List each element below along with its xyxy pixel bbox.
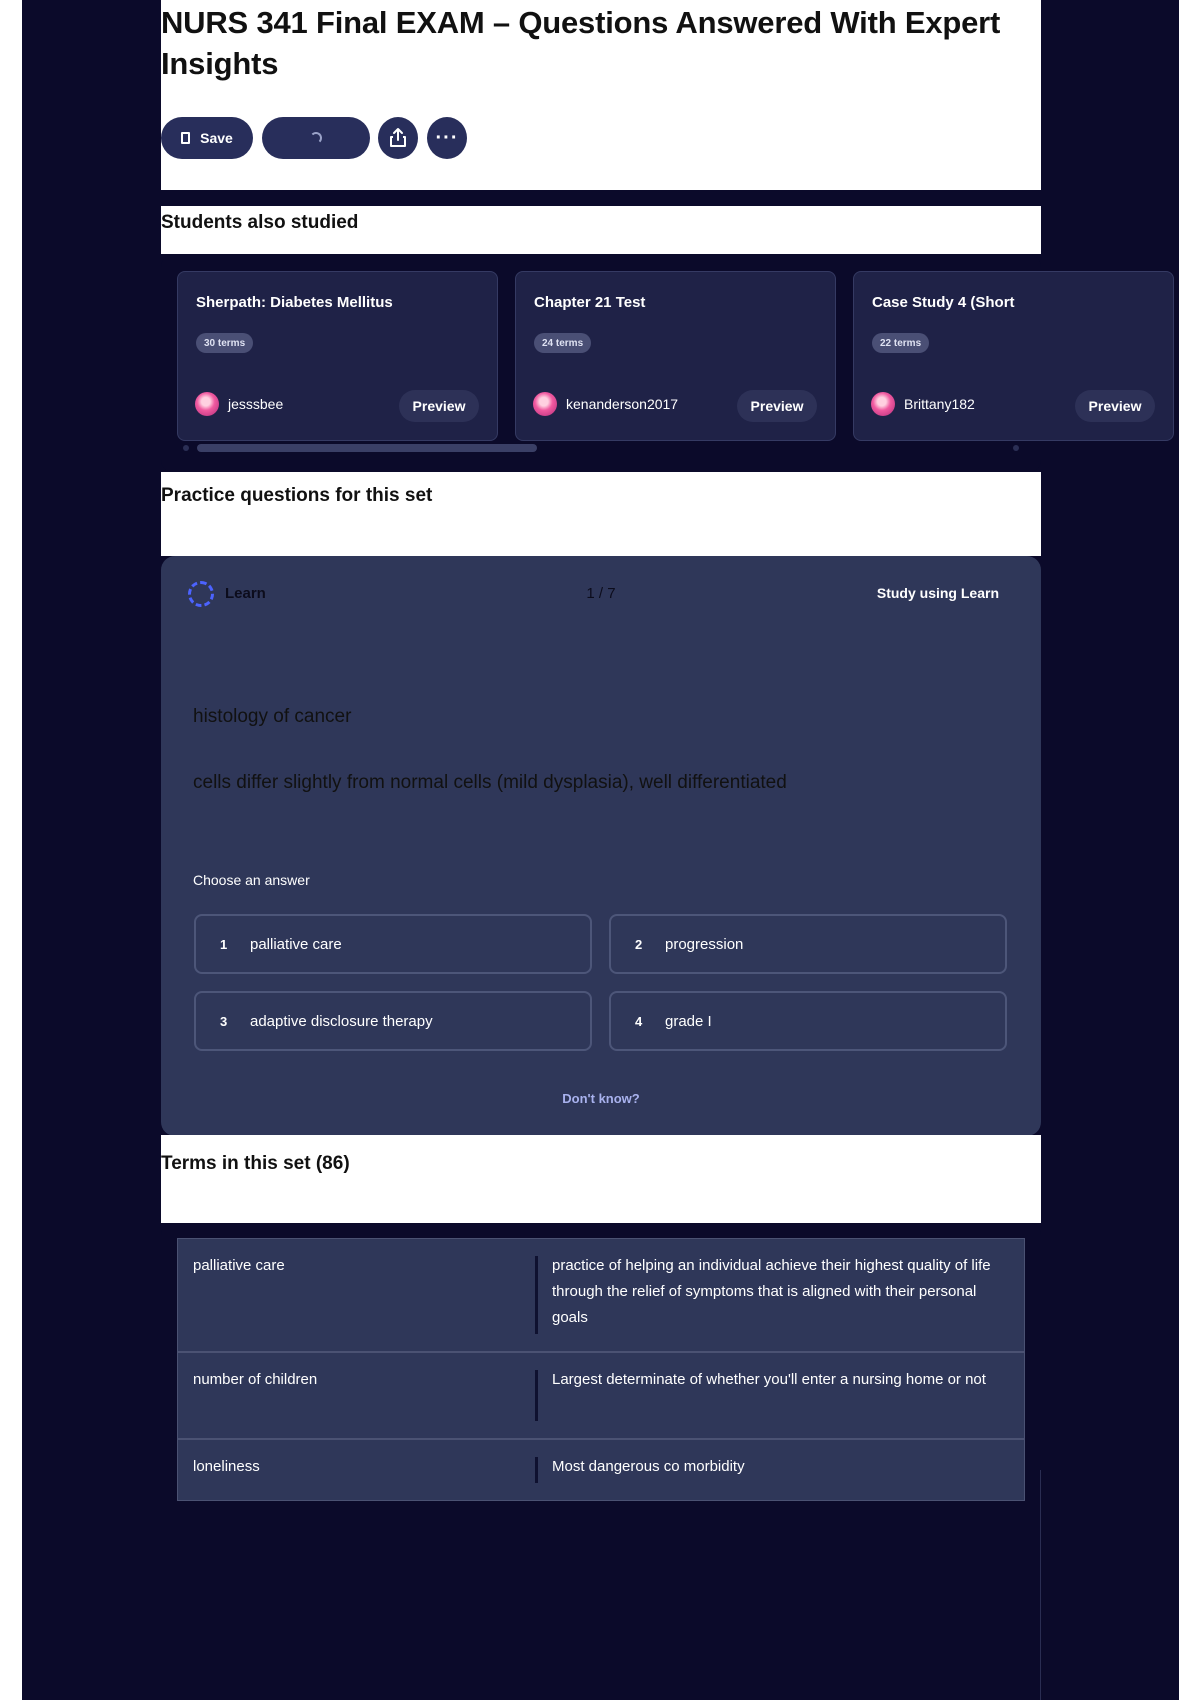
choose-answer-label: Choose an answer — [193, 872, 310, 888]
option-text: palliative care — [250, 935, 342, 953]
divider — [1040, 1470, 1041, 1700]
question-term: histology of cancer — [193, 706, 352, 727]
save-label: Save — [200, 130, 233, 146]
preview-button[interactable]: Preview — [737, 390, 817, 422]
preview-button[interactable]: Preview — [1075, 390, 1155, 422]
bookmark-icon — [181, 132, 190, 144]
avatar-icon — [533, 392, 557, 416]
avatar-icon — [195, 392, 219, 416]
row-divider — [535, 1457, 538, 1483]
share-button[interactable] — [378, 117, 418, 159]
share-icon — [389, 128, 407, 148]
terms-badge: 22 terms — [872, 333, 929, 353]
option-text: grade I — [665, 1012, 712, 1030]
carousel-scrollbar[interactable] — [197, 444, 537, 452]
more-icon: ··· — [435, 126, 459, 149]
terms-badge: 30 terms — [196, 333, 253, 353]
term-text: number of children — [193, 1371, 318, 1388]
term-row — [177, 1238, 1025, 1352]
question-definition: cells differ slightly from normal cells (mild dysplasia), well differentiated — [193, 772, 787, 793]
learn-mode-label: Learn — [225, 585, 266, 602]
answer-option[interactable] — [194, 914, 592, 974]
card-title: Case Study 4 (Short — [872, 294, 1015, 311]
term-row — [177, 1439, 1025, 1501]
more-button[interactable] — [427, 117, 467, 159]
page-title: NURS 341 Final EXAM – Questions Answered With Expert Insights — [161, 5, 1001, 81]
main-column — [161, 0, 1142, 1700]
loading-button[interactable] — [262, 117, 370, 159]
terms-heading: Terms in this set (86) — [161, 1135, 1041, 1223]
definition-text: Largest determinate of whether you'll enter a nursing home or not — [552, 1371, 986, 1388]
scroll-left-icon[interactable] — [183, 445, 189, 451]
card-title: Sherpath: Diabetes Mellitus — [196, 294, 393, 311]
question-counter: 1 / 7 — [586, 585, 616, 602]
card-username[interactable]: kenanderson2017 — [566, 396, 679, 412]
related-card[interactable] — [177, 271, 498, 441]
option-text: adaptive disclosure therapy — [250, 1012, 433, 1030]
row-divider — [535, 1256, 538, 1334]
card-title: Chapter 21 Test — [534, 294, 646, 311]
learn-panel — [161, 556, 1041, 1136]
term-row — [177, 1352, 1025, 1439]
preview-button[interactable]: Preview — [399, 390, 479, 422]
answer-option[interactable] — [194, 991, 592, 1051]
related-card[interactable] — [853, 271, 1174, 441]
save-button[interactable] — [161, 117, 253, 159]
option-number: 4 — [635, 1013, 643, 1029]
term-text: loneliness — [193, 1458, 260, 1475]
answer-option[interactable] — [609, 914, 1007, 974]
row-divider — [535, 1370, 538, 1421]
card-username[interactable]: Brittany182 — [904, 396, 975, 412]
term-text: palliative care — [193, 1257, 285, 1274]
related-carousel[interactable] — [161, 255, 1142, 472]
practice-heading: Practice questions for this set — [161, 472, 1041, 556]
related-heading: Students also studied — [161, 206, 1041, 254]
option-number: 1 — [220, 936, 228, 952]
option-number: 3 — [220, 1013, 228, 1029]
answer-option[interactable] — [609, 991, 1007, 1051]
scroll-right-icon[interactable] — [1013, 445, 1019, 451]
loading-spinner-icon — [310, 132, 322, 144]
card-username[interactable]: jesssbee — [228, 396, 284, 412]
dont-know-button[interactable]: Don't know? — [562, 1091, 640, 1106]
study-using-learn-link[interactable]: Study using Learn — [876, 585, 999, 601]
definition-text: Most dangerous co morbidity — [552, 1458, 745, 1475]
avatar-icon — [871, 392, 895, 416]
option-number: 2 — [635, 936, 643, 952]
page-header — [161, 0, 1041, 190]
definition-text: practice of helping an individual achieve their highest quality of life through the relief of symptoms that is aligned with their personal goals — [552, 1257, 991, 1326]
terms-badge: 24 terms — [534, 333, 591, 353]
related-card[interactable] — [515, 271, 836, 441]
option-text: progression — [665, 935, 744, 953]
